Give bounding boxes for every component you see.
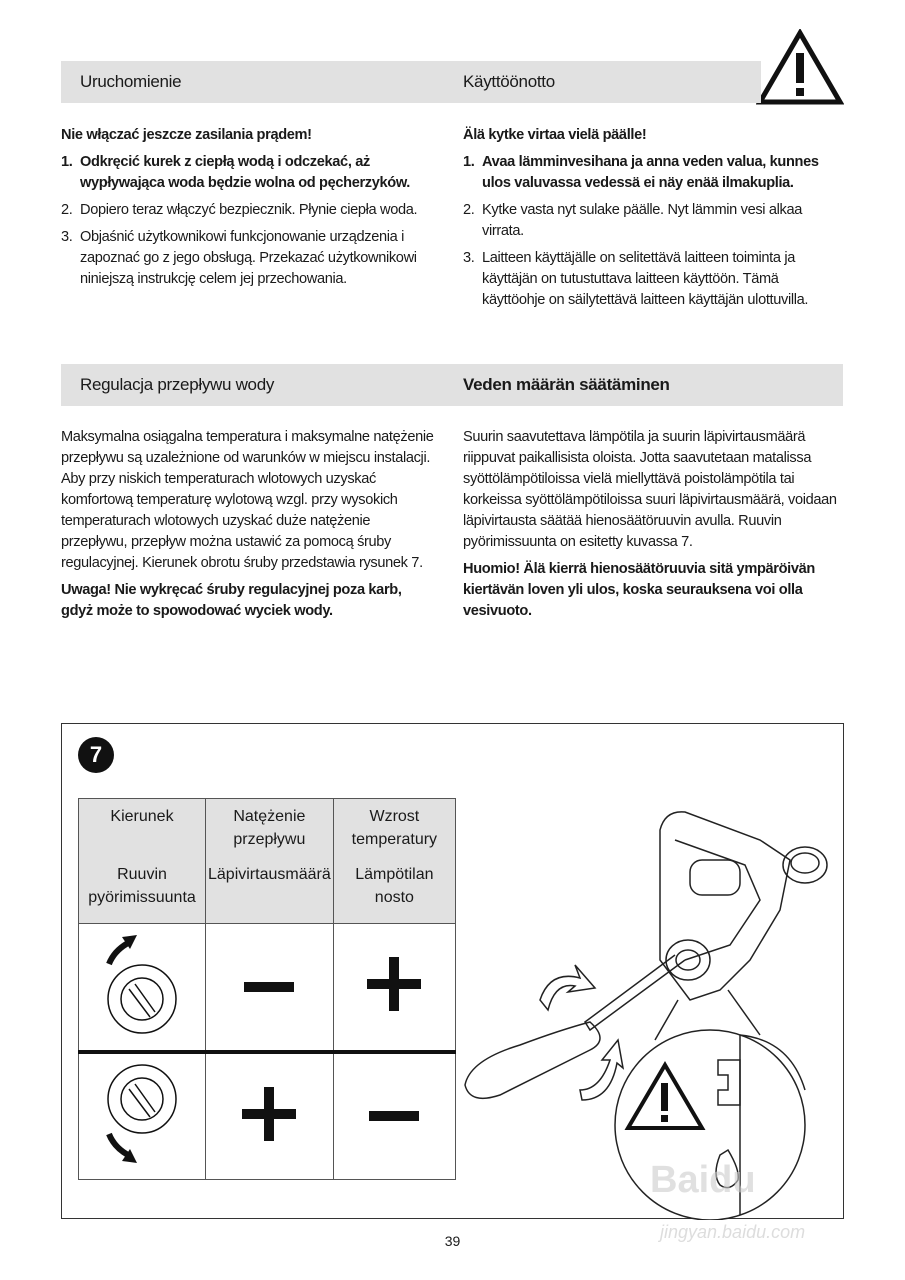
list-item [463, 200, 845, 248]
rotation-table [78, 798, 456, 1180]
page-number: 39 [444, 1233, 461, 1249]
screw-cw-icon [79, 1052, 206, 1180]
step-text: Objaśnić użytkownikowi funkcjonowanie urządzenia i zapoznać go z jego obsługą. Przekazać użytkownikowi niniejszą instrukcję celem jej przechowania. [80, 229, 417, 287]
warning-text: Nie włączać jeszcze zasilania prądem! [61, 127, 312, 143]
figure-number-badge: 7 [78, 737, 114, 773]
startup-pl [61, 125, 446, 296]
header-fi: Ruuvin pyörimissuunta [88, 866, 196, 906]
header-temp [333, 799, 455, 924]
section-header-startup [61, 61, 761, 103]
step-number: 3. [463, 250, 475, 266]
header-pl: Wzrost temperatury [351, 808, 438, 848]
list-item [61, 152, 446, 200]
step-text: Kytke vasta nyt sulake päälle. Nyt lämmin vesi alkaa virrata. [482, 202, 803, 239]
list-item [61, 200, 446, 227]
step-text: Dopiero teraz włączyć bezpiecznik. Płynie ciepła woda. [80, 202, 418, 218]
list-item [463, 248, 845, 317]
plus-icon [333, 924, 455, 1052]
table-row [79, 924, 456, 1052]
section-title-fi: Veden määrän säätäminen [463, 375, 670, 394]
section-header-flow [61, 364, 843, 406]
header-fi: Läpivirtausmäärä [208, 866, 331, 883]
header-pl: Kierunek [110, 808, 174, 825]
section-title-fi: Käyttöönotto [463, 72, 555, 91]
minus-icon [206, 924, 334, 1052]
list-item [61, 227, 446, 296]
step-number: 1. [463, 154, 475, 170]
body-text: Maksymalna osiągalna temperatura i maksymalne natężenie przepływu są uzależnione od warunków w miejscu instalacji. Aby przy niskich temperaturach wlotowych uzyskać komfortową temperaturę wylotową wzgl. przy wysokich temperaturach wlotowych uzyskać duże natężenie przepływu, przepływ można ustawić za pomocą śruby regulacyjnej. Kierunek obrotu śruby przedstawia rysunek 7. [61, 429, 434, 571]
plus-icon [206, 1052, 334, 1180]
screwdriver-adjustment-illustration [460, 760, 845, 1220]
startup-fi [463, 125, 845, 317]
step-number: 2. [463, 202, 475, 218]
warning-text: Huomio! Älä kierrä hienosäätöruuvia sitä ympäröivän kiertävän loven yli ulos, koska seurauksena voi olla vesivuoto. [463, 561, 815, 619]
minus-icon [333, 1052, 455, 1180]
header-direction [79, 799, 206, 924]
header-fi: Lämpötilan nosto [355, 866, 434, 906]
step-text: Laitteen käyttäjälle on selitettävä laitteen toiminta ja käyttäjän on tutustuttava laitteen käyttöön. Tämä käyttöohje on säilytettävä laitteen käyttäjän ulottuvilla. [482, 250, 809, 308]
step-text: Avaa lämminvesihana ja anna veden valua, kunnes ulos valuvassa vedessä ei näy enää ilmakuplia. [482, 154, 819, 191]
header-pl: Natężenie przepływu [233, 808, 306, 848]
figure-7 [61, 723, 844, 1219]
step-number: 2. [61, 202, 73, 218]
watermark: Baidu [650, 1159, 756, 1201]
flow-pl [61, 427, 436, 628]
table-row [79, 1052, 456, 1180]
watermark-url: jingyan.baidu.com [660, 1222, 806, 1242]
step-number: 1. [61, 154, 73, 170]
section-title-pl: Uruchomienie [80, 72, 182, 91]
warning-text: Älä kytke virtaa vielä päälle! [463, 127, 647, 143]
list-item [463, 152, 845, 200]
screw-ccw-icon [79, 924, 206, 1052]
warning-triangle-icon [756, 29, 844, 105]
body-text: Suurin saavutettava lämpötila ja suurin läpivirtausmäärä riippuvat paikallisista oloista. Jotta saavutetaan matalissa syöttölämpötiloissa vielä miellyttävä poistolämpötila tai korkeissa syöttölämpötiloissa suuri läpivirtausmäärä, voidaan läpivirtausta säätää hienosäätöruuvin avulla. Ruuvin pyörimissuunta on esitetty kuvassa 7. [463, 429, 837, 550]
header-flow [206, 799, 334, 924]
warning-text: Uwaga! Nie wykręcać śruby regulacyjnej poza karb, gdyż może to spowodować wyciek wody. [61, 582, 402, 619]
step-number: 3. [61, 229, 73, 245]
step-text: Odkręcić kurek z ciepłą wodą i odczekać, aż wypływająca woda będzie wolna od pęcherzyków. [80, 154, 411, 191]
section-title-pl: Regulacja przepływu wody [80, 375, 275, 394]
flow-fi [463, 427, 841, 628]
